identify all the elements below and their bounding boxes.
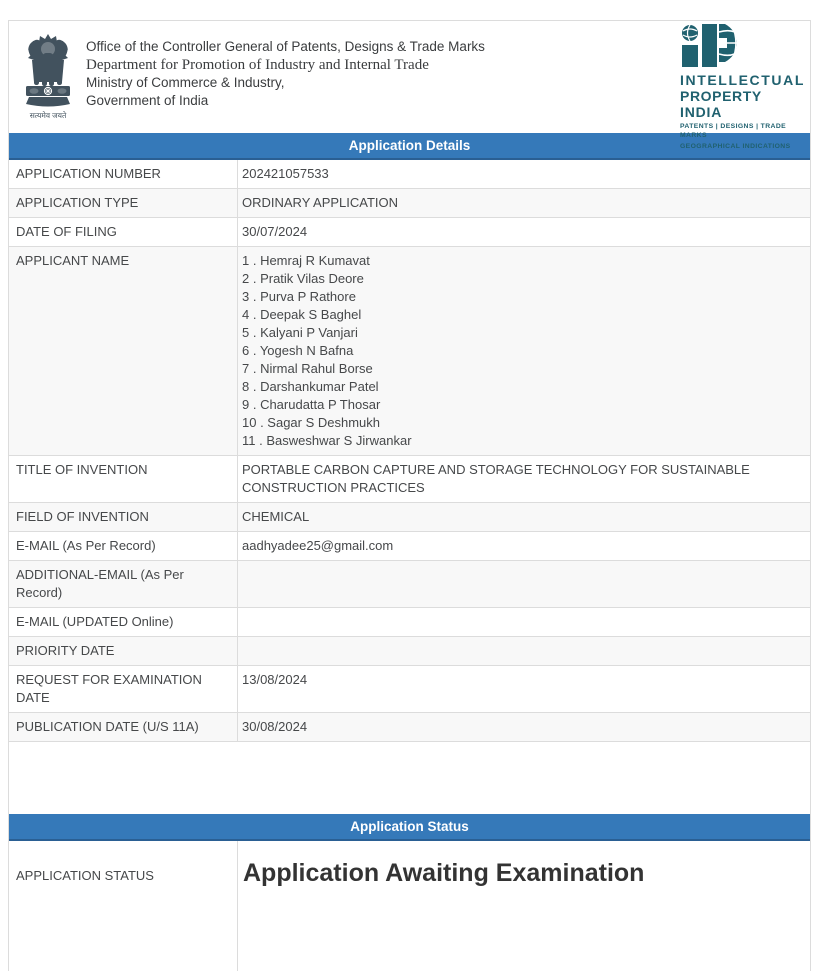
table-row (9, 637, 810, 666)
row-label: DATE OF FILING (9, 218, 238, 246)
applicant-name: 8 . Darshankumar Patel (242, 379, 379, 394)
applicant-name: 11 . Basweshwar S Jirwankar (242, 433, 412, 448)
application-status-label: APPLICATION STATUS (9, 841, 238, 971)
national-emblem (20, 33, 76, 120)
applicant-name: 5 . Kalyani P Vanjari (242, 325, 358, 340)
row-value: 30/07/2024 (242, 224, 308, 239)
page-container (8, 20, 811, 971)
row-label: APPLICATION NUMBER (9, 160, 238, 188)
logo-line-patents: PATENTS | DESIGNS | TRADE MARKS (680, 123, 787, 139)
application-details-header: Application Details (9, 133, 810, 160)
applicant-name: 2 . Pratik Vilas Deore (242, 271, 364, 286)
logo-line-intellectual: INTELLECTUAL (680, 72, 805, 88)
row-label: E-MAIL (UPDATED Online) (9, 608, 238, 636)
row-label: APPLICATION TYPE (9, 189, 238, 217)
office-line-2: Department for Promotion of Industry and Internal Trade (86, 57, 429, 73)
applicant-name: 9 . Charudatta P Thosar (242, 397, 381, 412)
table-row (9, 218, 810, 247)
ip-india-logo (680, 24, 805, 152)
application-status-value-cell (238, 841, 810, 971)
row-value (238, 561, 810, 607)
table-row (9, 561, 810, 608)
row-value: 202421057533 (242, 166, 329, 181)
applicant-name: 10 . Sagar S Deshmukh (242, 415, 381, 430)
applicant-name: 1 . Hemraj R Kumavat (242, 253, 370, 268)
table-row (9, 666, 810, 713)
row-value (238, 637, 810, 665)
row-label: FIELD OF INVENTION (9, 503, 238, 531)
row-value: ORDINARY APPLICATION (242, 195, 399, 210)
applicant-name: 7 . Nirmal Rahul Borse (242, 361, 373, 376)
row-value (238, 608, 810, 636)
row-value: PORTABLE CARBON CAPTURE AND STORAGE TECHNOLOGY FOR SUSTAINABLE CONSTRUCTION PRACTICES (242, 462, 750, 495)
table-row (9, 456, 810, 503)
row-label: ADDITIONAL-EMAIL (As Per Record) (9, 561, 238, 607)
row-label: TITLE OF INVENTION (9, 456, 238, 502)
table-row (9, 608, 810, 637)
applicant-name: 6 . Yogesh N Bafna (242, 343, 354, 358)
row-value: 13/08/2024 (242, 672, 308, 687)
section-gap (9, 742, 810, 814)
applicant-name: 3 . Purva P Rathore (242, 289, 356, 304)
office-title-block (86, 33, 485, 110)
logo-line-gi: GEOGRAPHICAL INDICATIONS (680, 143, 791, 150)
applicant-name: 4 . Deepak S Baghel (242, 307, 362, 322)
application-status-row (9, 841, 810, 971)
row-value: aadhyadee25@gmail.com (242, 538, 394, 553)
application-status-header: Application Status (9, 814, 810, 841)
row-label: E-MAIL (As Per Record) (9, 532, 238, 560)
row-value: 30/08/2024 (242, 719, 308, 734)
ip-monogram-icon (680, 24, 752, 70)
office-line-3: Ministry of Commerce & Industry, (86, 75, 285, 90)
row-value (238, 247, 810, 455)
table-row (9, 189, 810, 218)
row-label: APPLICANT NAME (9, 247, 238, 455)
row-label: PRIORITY DATE (9, 637, 238, 665)
table-row (9, 713, 810, 742)
emblem-motto: सत्यमेव जयते (29, 111, 67, 120)
logo-india-text: INDIA (680, 104, 723, 120)
office-line-1: Office of the Controller General of Patents, Designs & Trade Marks (86, 39, 485, 54)
row-label: REQUEST FOR EXAMINATION DATE (9, 666, 238, 712)
row-value: CHEMICAL (242, 509, 310, 524)
application-status-value: Application Awaiting Examination (243, 859, 645, 887)
table-row (9, 160, 810, 189)
table-row (9, 532, 810, 561)
table-row (9, 247, 810, 456)
application-details-table (9, 160, 810, 742)
logo-line-property-india (680, 88, 798, 120)
table-row (9, 503, 810, 532)
logo-property-text: PROPERTY (680, 88, 762, 104)
office-line-4: Government of India (86, 93, 209, 108)
lion-capital-icon (22, 33, 74, 111)
row-label: PUBLICATION DATE (U/S 11A) (9, 713, 238, 741)
